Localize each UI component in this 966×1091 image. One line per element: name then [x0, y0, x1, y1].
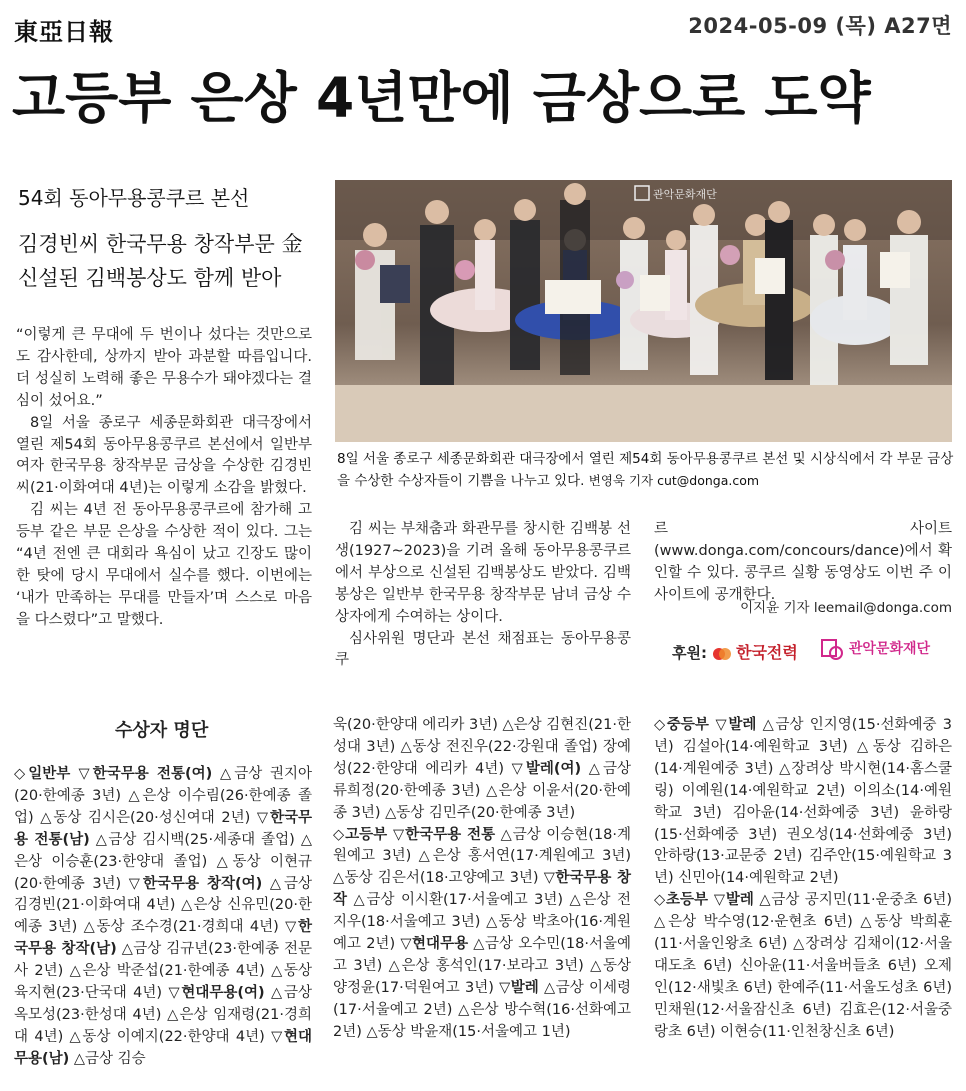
kepco-logo: [712, 640, 798, 663]
winner-category: ◇일반부 ▽한국무용 전통(여): [14, 766, 213, 782]
winners-column-3: [654, 715, 952, 1044]
winner-entries: △금상 김규년(23·한예종 전문사 2년) △은상 박준섭(21·한예종 4년) △동상 육지현(23·단국대 4년): [14, 941, 313, 1002]
dateline: 2024-05-09 (목) A27면: [688, 14, 952, 38]
kepco-icon: [712, 647, 732, 661]
winner-category: ▽발레(여): [511, 760, 582, 777]
winner-entries: △금상 이시환(17·서울예고 3년) △은상 전지우(18·서울예고 3년) △동상 박초아(16·계원예고 2년): [333, 892, 631, 953]
headline: 고등부 은상 4년만에 금상으로 도약: [12, 66, 871, 130]
gwanak-logo: [820, 638, 930, 660]
winner-entries: △금상 김경빈(21·이화여대 4년) △은상 신유민(20·한예종 3년) △동상 조수경(21·경희대 4년): [14, 875, 312, 936]
gwanak-name: 관악문화재단: [848, 641, 931, 657]
winner-category: ◇중등부 ▽발레: [654, 717, 757, 733]
subhead-1: 54회 동아무용콩쿠르 본선: [18, 186, 250, 210]
winner-category: ◇고등부 ▽한국무용 전통: [333, 826, 496, 843]
winners-column-1: [14, 764, 312, 1071]
article-paragraph: 8일 서울 종로구 세종문화회관 대극장에서 열린 제54회 동아무용콩쿠르 본선에서 일반부 여자 한국무용 창작부문 금상을 수상한 김경빈 씨(21·이화여대 4년)는 이렇게 소감을 밝혔다.: [16, 414, 312, 497]
gwanak-icon: [820, 638, 844, 660]
article-column-1: [16, 325, 312, 632]
winner-category: ▽한국무용 전통(남): [14, 809, 312, 848]
winner-entries: △금상 권지아(20·한예종 3년) △은상 이수림(26·한예종 졸업) △동상 김시은(20·성신여대 2년): [14, 766, 312, 826]
kepco-name: 한국전력: [736, 643, 798, 662]
winner-category: ◇초등부 ▽발레: [654, 892, 754, 909]
article-paragraph: 심사위원 명단과 본선 채점표는 동아무용콩쿠: [335, 630, 631, 669]
winner-category: ▽현대무용(남): [14, 1028, 312, 1067]
award-photo: [335, 180, 952, 442]
winners-title: 수상자 명단: [115, 720, 209, 741]
winner-entries: △금상 공지민(11·운중초 6년) △은상 박수영(12·운현초 6년) △동상 박희훈(11·서울인왕초 6년) △장려상 김채이(12·서울대도초 6년) 신아윤(11·서울버들초 6년) 오제인(12·새빛초 6년) 한예주(11·서울도성초 6년) 민채원(12·서울잠신초 6년) 김효은(12·서울중랑초 6년) 이현승(11·인천창신초 6년): [654, 892, 953, 1040]
winner-entries: △금상 옥모성(23·한성대 4년) △은상 임재령(21·경희대 4년) △동상 이예지(22·한양대 4년): [14, 985, 312, 1045]
winner-category: ▽한국무용 창작(남): [14, 919, 312, 958]
byline: 이지윤 기자 leemail@donga.com: [740, 600, 952, 616]
article-column-2: [335, 519, 631, 672]
article-paragraph: “이렇게 큰 무대에 두 번이나 섰다는 것만으로도 감사한데, 상까지 받아 과분할 따름입니다. 더 성실히 노력해 좋은 무용수가 돼야겠다는 결심이 섰어요.”: [16, 327, 312, 409]
winner-entries: △금상 인지영(15·선화예중 3년) 김설아(14·예원학교 3년) △동상 김하은(14·계원예중 3년) △장려상 박시현(14·홈스쿨링) 이예원(14·예원학교 2년) 이의소(14·예원학교 3년) 김아윤(14·선화예중 3년) 윤하랑(15·선화예중 3년) 권오성(14·선화예중 3년) 안하랑(13·교문중 2년) 김주안(15·예원학교 3년) 신민아(14·예원학교 2년): [654, 717, 953, 887]
winner-entries: △금상 류희정(20·한예종 3년) △은상 이윤서(20·한예종 3년) △동상 김민주(20·한예종 3년): [333, 760, 631, 821]
winner-entries: 욱(20·한양대 에리카 3년) △은상 김현진(21·한성대 3년) △동상 전진우(22·강원대 졸업) 장예성(22·한양대 에리카 4년): [333, 717, 632, 777]
winner-entries: △금상 이승현(18·계원예고 3년) △은상 홍서연(17·계원예고 3년) △동상 김은서(18·고양예고 3년): [333, 826, 631, 887]
article-paragraph: 르 사이트(www.donga.com/concours/dance)에서 확인할 수 있다. 콩쿠르 실황 동영상도 이번 주 이 사이트에 공개한다.: [654, 521, 952, 603]
newspaper-logo: 東亞日報: [14, 17, 114, 46]
winner-entries: △금상 김승: [69, 1050, 146, 1067]
subhead-2: 김경빈씨 한국무용 창작부문 金 신설된 김백봉상도 함께 받아: [18, 232, 303, 290]
winner-entries: △금상 김시백(25·세종대 졸업) △은상 이승훈(23·한양대 졸업) △동상 이현규(20·한예종 3년): [14, 831, 312, 892]
winner-entries: △금상 오수민(18·서울예고 3년) △은상 홍석인(17·보라고 3년) △동상 양정윤(17·덕원여고 3년): [333, 936, 632, 996]
sponsor-label: 후원:: [672, 644, 707, 662]
watermark-text: 관악문화재단: [653, 188, 717, 201]
article-column-3: [654, 519, 952, 607]
winner-category: ▽현대무용: [400, 936, 469, 953]
photo-credit: 변영욱 기자 cut@donga.com: [588, 473, 760, 488]
winner-category: ▽현대무용(여): [168, 985, 265, 1002]
caption-text: 8일 서울 종로구 세종문화회관 대극장에서 열린 제54회 동아무용콩쿠르 본선 및 시상식에서 각 부문 금상을 수상한 수상자들이 기쁨을 나누고 있다.: [337, 451, 954, 489]
award-photo-illustration: [335, 180, 952, 442]
winner-category: ▽발레: [499, 979, 539, 996]
article-paragraph: 김 씨는 4년 전 동아무용콩쿠르에 참가해 고등부 같은 부문 은상을 수상한 적이 있다. 그는 “4년 전엔 큰 대회라 욕심이 났고 긴장도 많이 한 탓에 당시 무대에서 실수를 했다. 이번에는 ‘내가 만족하는 무대를 만들자’며 스스로 마음을 다스렸다”고 말했다.: [16, 502, 312, 628]
article-paragraph: 김 씨는 부채춤과 화관무를 창시한 김백봉 선생(1927∼2023)을 기려 올해 동아무용콩쿠르에서 부상으로 신설된 김백봉상도 받았다. 김백봉상은 일반부 한국무용 창작부문 남녀 금상 수상자에게 수여하는 상이다.: [335, 521, 631, 625]
winner-entries: △금상 이세령(17·서울예고 2년) △은상 방수혁(16·선화예고 2년) △동상 박윤재(15·서울예고 1년): [333, 979, 632, 1040]
winners-column-2: [333, 715, 631, 1044]
winner-category: ▽한국무용 창작: [333, 870, 632, 909]
winner-category: ▽한국무용 창작(여): [128, 875, 263, 892]
photo-caption: [337, 448, 957, 492]
